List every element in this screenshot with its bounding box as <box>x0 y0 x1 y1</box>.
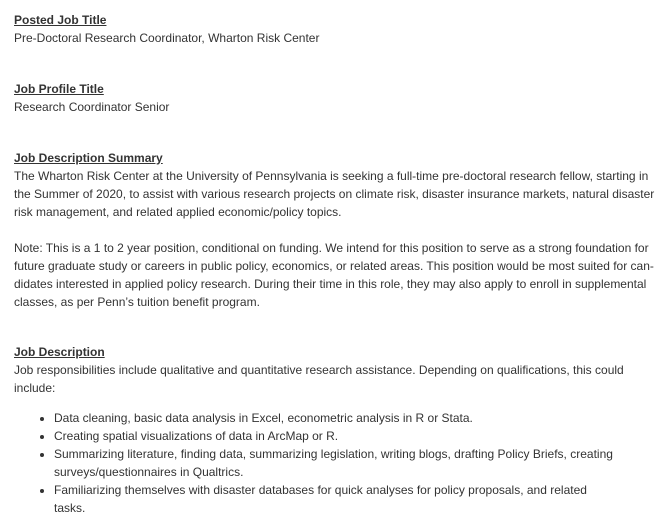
list-item: • Data cleaning, basic data analysis in Excel, econometric analysis in R or Stata. <box>54 409 614 427</box>
posted-job-title-heading: Posted Job Title <box>14 13 107 27</box>
section-spacer <box>14 116 659 149</box>
section-spacer <box>14 47 659 80</box>
posted-job-title-section <box>14 11 659 47</box>
job-posting-page <box>14 11 659 517</box>
job-description-section <box>14 343 659 517</box>
responsibilities-list <box>14 409 614 517</box>
job-profile-title-section <box>14 80 659 116</box>
posted-job-title-value: Pre-Doctoral Research Coordinator, Wharton Risk Center <box>14 31 320 45</box>
job-description-intro: Job responsibilities include qualitative and quantitative research assistance. Depending on qualifications, this could include: <box>14 363 624 395</box>
summary-paragraph: The Wharton Risk Center at the University of Pennsylvania is seeking a full-time pre-doctoral research fellow, starting in the Summer of 2020, to assist with various research projects on climate risk, disaster insurance markets, natural disaster risk management, and related applied economic/policy topics. <box>14 169 655 219</box>
list-item: • Familiarizing themselves with disaster databases for quick analyses for policy proposals, and related tasks. <box>54 481 614 517</box>
list-item: • Creating spatial visualizations of data in ArcMap or R. <box>54 427 614 445</box>
job-description-summary-heading: Job Description Summary <box>14 151 163 165</box>
section-spacer <box>14 311 659 343</box>
note-paragraph: Note: This is a 1 to 2 year position, conditional on funding. We intend for this position to serve as a strong foundation for future graduate study or careers in public policy, economics, or related areas. This position would be most suited for candidates interested in applied policy research. During their time in this role, they may also apply to enroll in supplemental classes, as per Penn’s tuition benefit program. <box>14 241 654 309</box>
job-profile-title-value: Research Coordinator Senior <box>14 100 170 114</box>
list-item: • Summarizing literature, finding data, summarizing legislation, writing blogs, drafting Policy Briefs, creating surveys/questionnaires in Qualtrics. <box>54 445 614 481</box>
job-profile-title-heading: Job Profile Title <box>14 82 104 96</box>
paragraph-spacer <box>14 221 659 239</box>
job-description-summary-section <box>14 149 659 311</box>
job-description-heading: Job Description <box>14 345 105 359</box>
